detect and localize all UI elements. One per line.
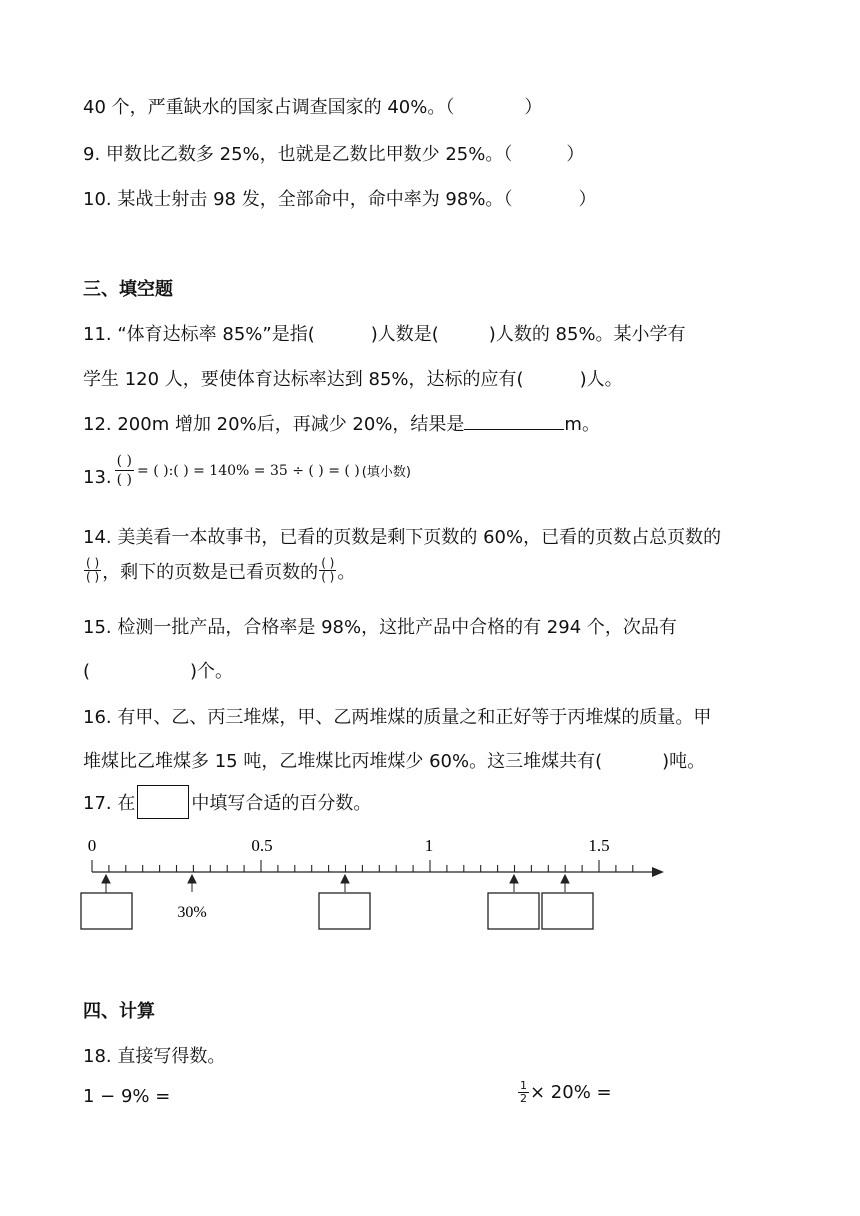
q13-label: 13. (83, 467, 112, 488)
q16-text-b: )吨。 (662, 751, 706, 772)
q9-close-paren: ） (566, 144, 585, 165)
q15-close-text: )个。 (190, 661, 234, 682)
q17-text-b: 中填写合适的百分数。 (191, 793, 372, 814)
q9-open-paren: （ (503, 144, 513, 165)
number-line-ticks (92, 860, 633, 872)
question-18-title: 18. 直接写得数。 (83, 1046, 226, 1067)
q17-example-box (137, 785, 189, 819)
question-11-line-1 (83, 320, 686, 346)
answer-box-3[interactable] (488, 893, 539, 929)
section-4-title: 四、计算 (83, 1001, 155, 1022)
q14-fraction-1[interactable] (84, 557, 101, 584)
arrow-to-box-4 (561, 875, 569, 892)
q14-fraction-2-denominator: ( ) (321, 570, 335, 584)
q18-expression-2[interactable] (517, 1080, 612, 1105)
q13-fraction-numerator: ( ) (116, 453, 133, 469)
q9-text: 9. 甲数比乙数多 25%，也就是乙数比甲数少 25%。 (83, 144, 504, 165)
q11-text-e: )人。 (579, 369, 623, 390)
question-13 (83, 452, 411, 489)
q8-close-paren: ） (524, 97, 543, 118)
number-line-example-label: 30% (177, 904, 207, 921)
number-line-label-0: 0 (87, 836, 97, 855)
question-14-line-2 (83, 557, 355, 584)
question-16-line-2 (83, 747, 705, 773)
q11-text-c: )人数的 85%。某小学有 (488, 324, 686, 345)
question-12 (83, 410, 600, 436)
q11-text-a: 11. “体育达标率 85%”是指( (83, 324, 315, 345)
q13-fraction-denominator: ( ) (116, 472, 133, 488)
q11-text-b: )人数是( (370, 324, 439, 345)
q12-answer-blank[interactable] (464, 413, 564, 430)
number-line-figure (78, 830, 678, 940)
q10-close-paren: ） (578, 189, 597, 210)
q14-fraction-2[interactable] (319, 557, 336, 584)
question-9 (83, 140, 584, 166)
question-8-tail (83, 93, 542, 119)
number-line-label-0-5: 0.5 (251, 836, 273, 855)
answer-box-4[interactable] (542, 893, 593, 929)
q14-end-text: 。 (337, 561, 356, 583)
q18-expr2-numerator: 1 (520, 1079, 527, 1092)
q18-expr2-denominator: 2 (520, 1092, 527, 1105)
q14-fraction-1-denominator: ( ) (86, 570, 100, 584)
q8-open-paren: （ (445, 97, 455, 118)
q12-text-a: 12. 200m 增加 20%后，再减少 20%，结果是 (83, 414, 465, 435)
answer-box-1[interactable] (81, 893, 132, 929)
q14-fraction-1-numerator: ( ) (86, 556, 100, 570)
arrow-to-30-percent (188, 875, 196, 892)
question-15-line-2 (83, 657, 233, 683)
q16-text-a: 堆煤比乙堆煤多 15 吨，乙堆煤比丙堆煤少 60%。这三堆煤共有( (83, 751, 603, 772)
q18-expression-1[interactable]: 1 − 9% = (83, 1086, 171, 1107)
section-3-title: 三、填空题 (83, 279, 173, 300)
q8-text: 40 个，严重缺水的国家占调查国家的 40%。 (83, 97, 446, 118)
question-10 (83, 185, 596, 211)
q10-text: 10. 某战士射击 98 发，全部命中，命中率为 98%。 (83, 189, 504, 210)
q13-expression[interactable]: = ( ):( ) = 140% = 35 ÷ ( ) = ( ) (137, 462, 360, 479)
arrow-to-box-3 (510, 875, 518, 892)
q14-mid-text: ，剩下的页数是已看页数的 (102, 561, 319, 583)
question-14-line-1: 14. 美美看一本故事书，已看的页数是剩下页数的 60%，已看的页数占总页数的 (83, 527, 722, 548)
question-16-line-1: 16. 有甲、乙、丙三堆煤，甲、乙两堆煤的质量之和正好等于丙堆煤的质量。甲 (83, 707, 712, 728)
q13-fraction[interactable] (115, 452, 134, 489)
q11-text-d: 学生 120 人，要使体育达标率达到 85%，达标的应有( (83, 369, 524, 390)
number-line-arrowhead (652, 867, 664, 877)
q18-expr2-rest: × 20% = (530, 1082, 612, 1103)
q15-open-paren: ( (83, 661, 91, 682)
q18-expr2-fraction (518, 1080, 529, 1105)
arrow-to-box-2 (341, 875, 349, 892)
q13-note: (填小数) (361, 465, 411, 480)
question-15-line-1: 15. 检测一批产品，合格率是 98%，这批产品中合格的有 294 个，次品有 (83, 617, 677, 638)
number-line-label-1-5: 1.5 (588, 836, 610, 855)
question-11-line-2 (83, 365, 623, 391)
q10-open-paren: （ (503, 189, 513, 210)
number-line-label-1: 1 (424, 836, 434, 855)
answer-box-2[interactable] (319, 893, 370, 929)
q14-fraction-2-numerator: ( ) (321, 556, 335, 570)
q12-text-b: m。 (564, 414, 600, 435)
q17-text-a: 17. 在 (83, 793, 136, 814)
question-17 (83, 785, 371, 819)
